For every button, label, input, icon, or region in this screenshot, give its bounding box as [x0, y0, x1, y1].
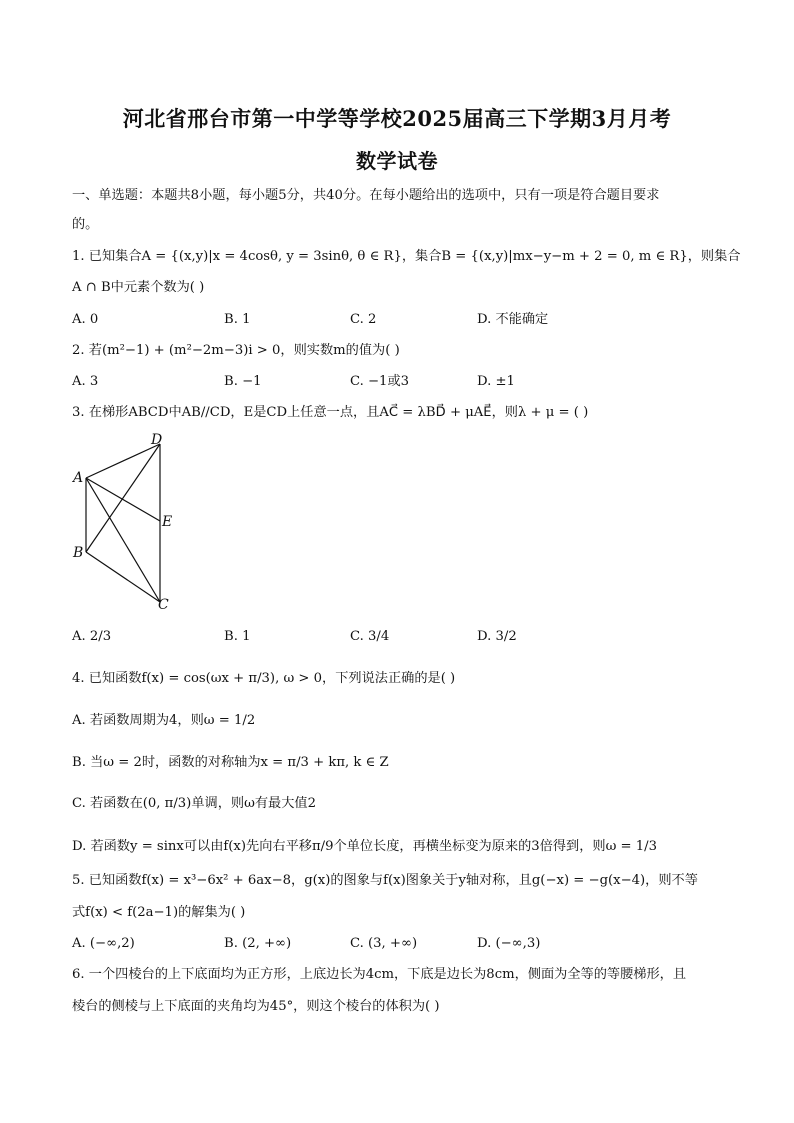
q3-option-c[interactable]: C. 3/4 — [350, 629, 390, 644]
q3-option-a[interactable]: A. 2/3 — [72, 629, 112, 644]
q1-stem-line-2: A ∩ B中元素个数为( ) — [72, 280, 205, 295]
trapezoid-figure — [70, 428, 190, 614]
q5-stem-line-2: 式f(x) < f(2a−1)的解集为( ) — [72, 905, 246, 920]
label-c: C — [158, 597, 169, 613]
q4-choice-d[interactable]: D. 若函数y = sinx可以由f(x)先向右平移π/9个单位长度，再横坐标变为原来的3倍得到，则ω = 1/3 — [72, 839, 658, 854]
label-d: D — [151, 432, 163, 448]
q4-choice-a[interactable]: A. 若函数周期为4，则ω = 1/2 — [72, 713, 256, 728]
q3-option-d[interactable]: D. 3/2 — [477, 629, 517, 644]
q4-choice-b[interactable]: B. 当ω = 2时，函数的对称轴为x = π/3 + kπ, k ∈ Z — [72, 755, 389, 770]
q4-stem: 4. 已知函数f(x) = cos(ωx + π/3), ω > 0，下列说法正确的是( ) — [72, 671, 456, 686]
q1-stem-line-1: 1. 已知集合A = {(x,y)|x = 4cosθ, y = 3sinθ, θ ∈ R}，集合B = {(x,y)|mx−y−m + 2 = 0, m ∈ R}，则集合 — [72, 249, 741, 264]
q5-option-b[interactable]: B. (2, +∞) — [224, 936, 292, 951]
diagonal-ac — [86, 478, 160, 602]
q5-option-a[interactable]: A. (−∞,2) — [72, 936, 135, 951]
label-e: E — [162, 514, 173, 530]
q1-option-b[interactable]: B. 1 — [224, 312, 251, 327]
q1-option-d[interactable]: D. 不能确定 — [477, 312, 549, 327]
diagonal-bd — [86, 444, 160, 552]
exam-title: 河北省邢台市第一中学等学校2025届高三下学期3月月考 — [122, 106, 672, 131]
q2-option-d[interactable]: D. ±1 — [477, 374, 515, 389]
section-heading-line-1: 一、单选题：本题共8小题，每小题5分，共40分。在每小题给出的选项中，只有一项是符合题目要求 — [72, 188, 660, 203]
q5-stem-line-1: 5. 已知函数f(x) = x³−6x² + 6ax−8，g(x)的图象与f(x)图象关于y轴对称，且g(−x) = −g(x−4)，则不等 — [72, 873, 698, 888]
q5-option-d[interactable]: D. (−∞,3) — [477, 936, 541, 951]
q2-option-a[interactable]: A. 3 — [72, 374, 99, 389]
q2-stem: 2. 若(m²−1) + (m²−2m−3)i > 0，则实数m的值为( ) — [72, 343, 400, 358]
q1-option-a[interactable]: A. 0 — [72, 312, 99, 327]
label-a: A — [73, 470, 84, 486]
q6-stem-line-2: 棱台的侧棱与上下底面的夹角均为45°，则这个棱台的体积为( ) — [72, 999, 440, 1014]
q2-option-c[interactable]: C. −1或3 — [350, 374, 410, 389]
section-heading-line-2: 的。 — [72, 217, 99, 232]
q2-option-b[interactable]: B. −1 — [224, 374, 262, 389]
q3-stem: 3. 在梯形ABCD中AB//CD，E是CD上任意一点，且AC⃗ = λBD⃗ + μAE⃗，则λ + μ = ( ) — [72, 405, 589, 420]
q1-option-c[interactable]: C. 2 — [350, 312, 377, 327]
q5-option-c[interactable]: C. (3, +∞) — [350, 936, 418, 951]
q4-choice-c[interactable]: C. 若函数在(0, π/3)单调，则ω有最大值2 — [72, 796, 316, 811]
exam-subtitle: 数学试卷 — [356, 149, 438, 173]
edge-bc — [86, 552, 160, 602]
segment-ae — [86, 478, 160, 521]
q6-stem-line-1: 6. 一个四棱台的上下底面均为正方形，上底边长为4cm，下底是边长为8cm，侧面为全等的等腰梯形，且 — [72, 967, 687, 982]
label-b: B — [73, 545, 84, 561]
q3-option-b[interactable]: B. 1 — [224, 629, 251, 644]
